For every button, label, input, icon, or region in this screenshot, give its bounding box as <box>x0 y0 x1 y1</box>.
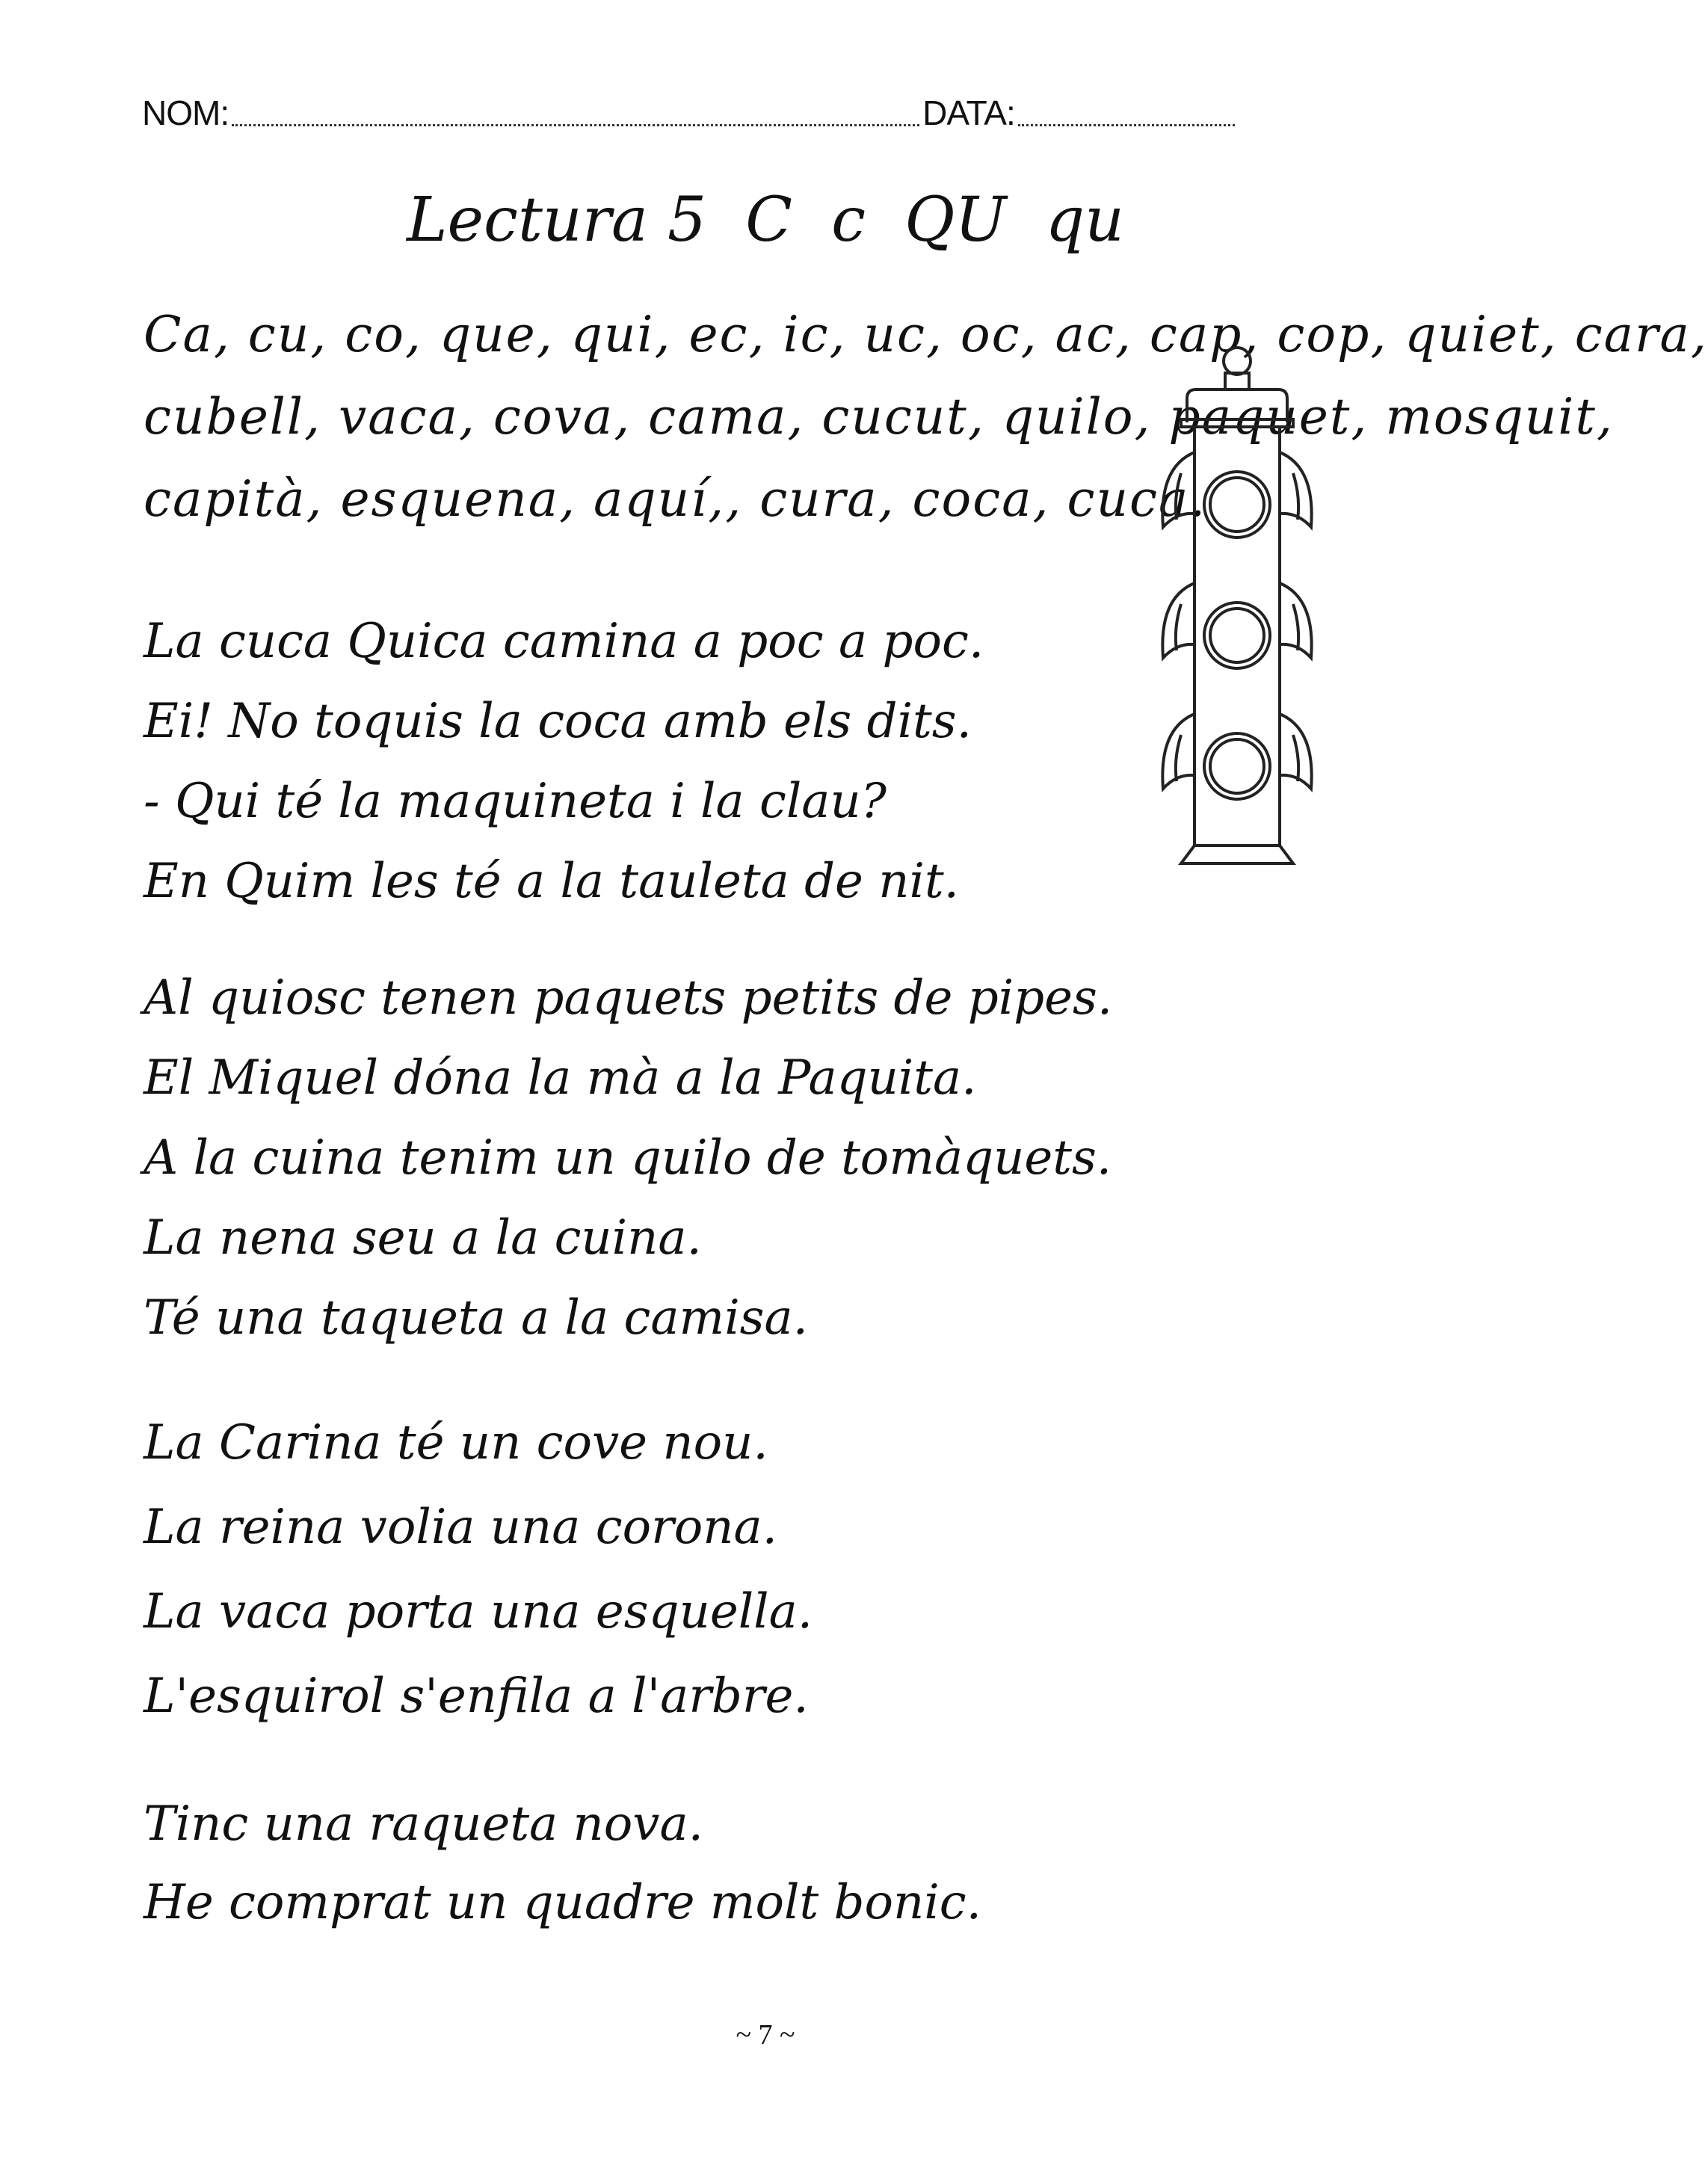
sentence-line: Al quiosc tenen paquets petits de pipes. <box>144 970 1113 1026</box>
name-label: NOM: <box>142 93 229 132</box>
date-label: DATA: <box>922 93 1015 132</box>
sentence-line: A la cuina tenim un quilo de tomàquets. <box>144 1130 1112 1186</box>
page-title: Lectura 5 C c QU qu <box>407 185 1124 256</box>
syllable-line: cubell, vaca, cova, cama, cucut, quilo, paquet, mosquit, <box>144 388 1614 446</box>
sentence-line: La Carina té un cove nou. <box>144 1415 768 1470</box>
name-field-line[interactable] <box>232 124 919 126</box>
date-field-line[interactable] <box>1018 124 1235 126</box>
syllable-line: capità, esquena, aquí,, cura, coca, cuca. <box>144 470 1207 528</box>
sentence-line: La reina volia una corona. <box>144 1500 777 1555</box>
name-date-header <box>142 88 1256 133</box>
sentence-line: Ei! No toquis la coca amb els dits. <box>144 694 972 749</box>
page-number: ~ 7 ~ <box>736 2019 795 2051</box>
syllable-line: Ca, cu, co, que, qui, ec, ic, uc, oc, ac, cap, cop, quiet, cara, <box>144 306 1708 363</box>
sentence-line: - Qui té la maquineta i la clau? <box>144 774 887 829</box>
sentence-line: El Miquel dóna la mà a la Paquita. <box>144 1050 977 1106</box>
sentence-line: L'esquirol s'enfila a l'arbre. <box>144 1669 809 1724</box>
sentence-line: He comprat un quadre molt bonic. <box>144 1875 981 1930</box>
traffic-light-icon <box>1151 340 1323 908</box>
sentence-line: Tinc una raqueta nova. <box>144 1796 703 1852</box>
sentence-line: La nena seu a la cuina. <box>144 1210 702 1266</box>
sentence-line: Té una taqueta a la camisa. <box>144 1290 808 1346</box>
sentence-line: La cuca Quica camina a poc a poc. <box>144 614 984 669</box>
sentence-line: La vaca porta una esquella. <box>144 1584 813 1639</box>
sentence-line: En Quim les té a la tauleta de nit. <box>144 854 959 909</box>
